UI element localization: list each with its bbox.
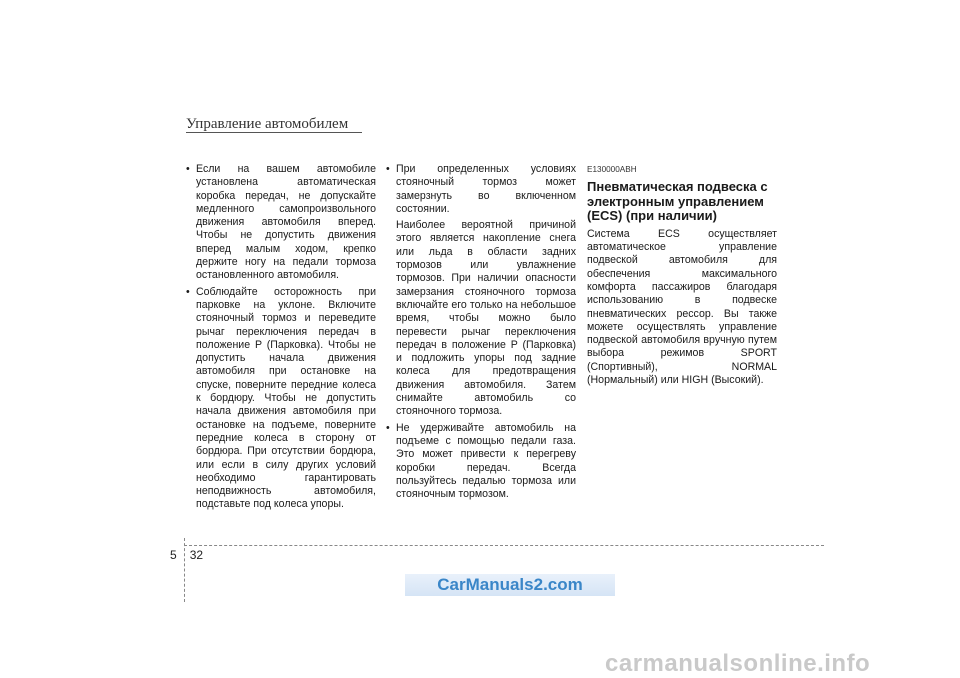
column-1 [186,163,376,515]
caution-list-3 [386,422,576,502]
paragraph: Наиболее вероятной причиной этого является накопление снега или льда в области задних тормозов или увлажнение тормозов. При наличии опасности замерзания стояночного тормоза включайте его только на небольшое время, чтобы можно было перевести рычаг переключения передач в положение P (Парковка) и подложить упоры под задние колеса для предотвращения движения автомобиля. Затем снимайте автомобиль со стояночного тормоза. [396,219,576,418]
page-number-value: 32 [189,548,204,562]
section-body: Система ECS осуществляет автоматическое управление подвеской автомобиля для обеспечения максимального комфорта пассажиров благодаря использованию в подвеске пневматических рессор. Вы также можете осуществлять управление подвеской автомобиля вручную путем выбора режимов SPORT (Спортивный), NORMAL (Нормальный) или HIGH (Высокий). [587,227,777,387]
page-header-title: Управление автомобилем [186,116,349,132]
page-number [170,548,203,562]
list-item: • Не удерживайте автомобиль на подъеме с помощью педали газа. Это может привести к перегреву коробки передач. Всегда пользуйтесь педалью тормоза или стояночным тормозом. [386,422,576,502]
section-code: E130000ABH [587,165,637,174]
header-divider [186,132,362,133]
watermark-link[interactable]: CarManuals2.com [405,574,615,596]
section-title: Пневматическая подвеска с электронным управлением (ECS) (при наличии) [587,179,768,224]
section-number: 5 [170,548,177,562]
footer-divider [184,545,824,546]
list-item: • При определенных условиях стояночный тормоз может замерзнуть во включенном состоянии. [386,163,576,216]
column-3 [587,163,777,387]
caution-list [186,163,376,512]
list-item: • Если на вашем автомобиле установлена автоматическая коробка передач, не допускайте медленного самопроизвольного движения автомобиля вперед. Чтобы не допустить движения вперед малым ходом, крепко держите ногу на педали тормоза остановленного автомобиля. [186,163,376,283]
caution-list-2 [386,163,576,216]
column-2 [386,163,576,504]
watermark-text: carmanualsonline.info [605,650,871,677]
list-item: • Соблюдайте осторожность при парковке на уклоне. Включите стояночный тормоз и переведите рычаг переключения передач в положение P (Парковка). Чтобы не допустить начала движения автомобиля при остановке на спуске, поверните передние колеса к бордюру. Чтобы не допустить начала движения автомобиля при остановке на подъеме, поверните передние колеса в сторону от бордюра. При отсутствии бордюра, или если в силу других условий необходимо гарантировать неподвижность автомобиля, подставьте под колеса упоры. [186,286,376,512]
